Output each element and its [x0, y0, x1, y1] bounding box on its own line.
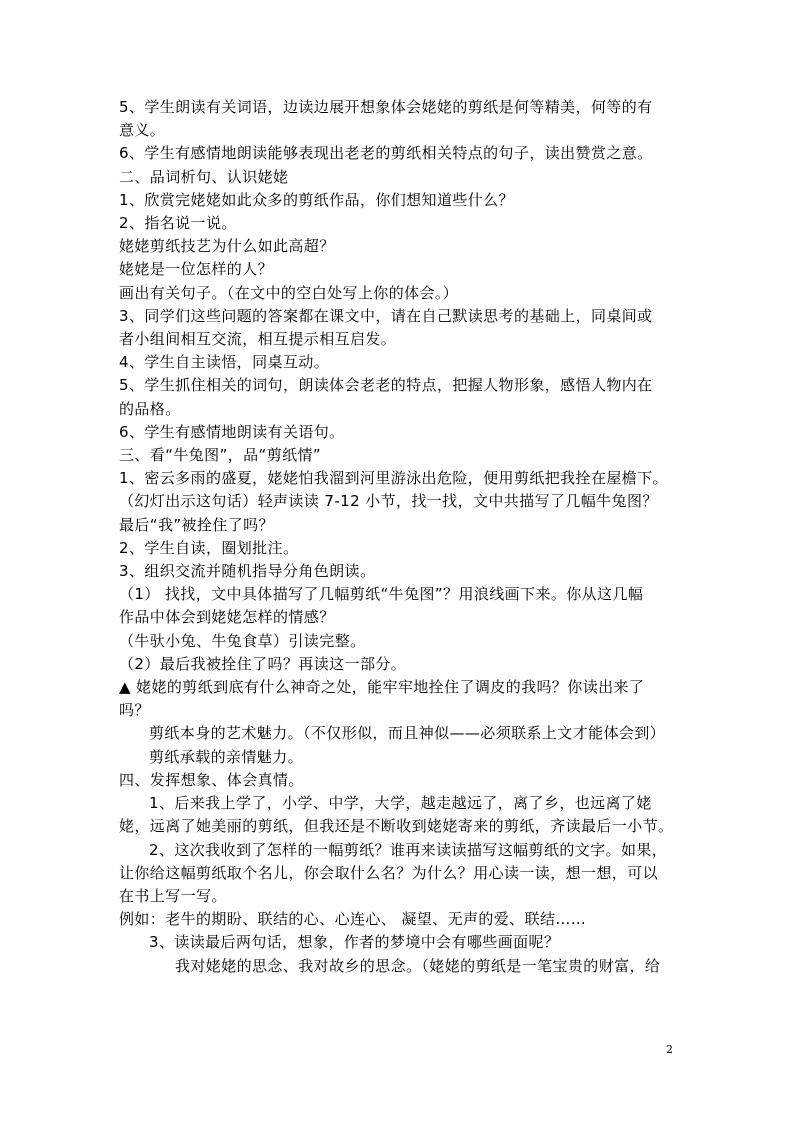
text-line: （1） 找找，文中具体描写了几幅剪纸“牛兔图”？用浪线画下来。你从这几幅: [119, 585, 644, 604]
text-line: 4、学生自主读悟，同桌互动。: [119, 353, 330, 372]
text-line: （牛驮小兔、牛兔食草）引读完整。: [119, 631, 366, 650]
text-line: 剪纸承载的亲情魅力。: [149, 747, 304, 766]
text-line: 1、后来我上学了，小学、中学，大学，越走越远了，离了乡，也远离了姥: [149, 794, 652, 813]
text-line: 5、学生抓住相关的词句，朗读体会老老的特点，把握人物形象，感悟人物内在: [119, 376, 653, 395]
text-line: 3、同学们这些问题的答案都在课文中，请在自己默读思考的基础上，同桌间或: [119, 306, 653, 325]
text-line: 剪纸本身的艺术魅力。（不仅形似，而且神似——必须联系上文才能体会到）: [149, 724, 666, 743]
section-heading: 三、看“牛兔图”，品“剪纸情”: [119, 446, 322, 465]
text-line: 3、读读最后两句话，想象，作者的梦境中会有哪些画面呢？: [149, 933, 560, 952]
text-line: （幻灯出示这句话）轻声读读 7-12 小节，找一找，文中共描写了几幅牛兔图？: [119, 492, 658, 511]
text-line: 5、学生朗读有关词语，边读边展开想象体会姥姥的剪纸是何等精美，何等的有: [119, 98, 653, 116]
text-line: 2、指名说一说。: [119, 214, 237, 233]
triangle-bullet-line: ▲ 姥姥的剪纸到底有什么神奇之处，能牢牢地拴住了调皮的我吗？你读出来了: [119, 678, 645, 697]
text-line: 2、这次我收到了怎样的一幅剪纸？谁再来读读描写这幅剪纸的文字。如果，: [149, 840, 668, 859]
text-line: 的品格。: [119, 399, 181, 418]
document-body: [119, 96, 679, 978]
text-line: 姥，远离了她美丽的剪纸，但我还是不断收到姥姥寄来的剪纸，齐读最后一小节。: [119, 817, 674, 836]
text-line: 最后“我”被拴住了吗？: [119, 515, 274, 534]
text-line: 3、组织交流并随机指导分角色朗读。: [119, 562, 376, 581]
text-line: 我对姥姥的思念、我对故乡的思念。（姥姥的剪纸是一笔宝贵的财富，给: [175, 956, 661, 975]
text-line: 姥姥是一位怎样的人？: [119, 260, 274, 279]
text-line: 1、密云多雨的盛夏，姥姥怕我溜到河里游泳出危险，便用剪纸把我拴在屋檐下。: [119, 469, 668, 488]
text-line: 让你给这幅剪纸取个名儿，你会取什么名？为什么？用心读一读，想一想，可以: [119, 863, 659, 882]
text-line: 作品中体会到姥姥怎样的情感？: [119, 608, 335, 627]
text-line: 6、学生有感情地朗读能够表现出老老的剪纸相关特点的句子，读出赞赏之意。: [119, 144, 653, 163]
text-line: 吗？: [119, 701, 150, 720]
text-line: 1、欣赏完姥姥如此众多的剪纸作品，你们想知道些什么？: [119, 190, 514, 209]
text-line: 6、学生有感情地朗读有关语句。: [119, 422, 345, 441]
page-number: 2: [666, 1043, 673, 1056]
text-line: 例如：老牛的期盼、联结的心、心连心、 凝望、无声的爱、联结……: [119, 910, 587, 929]
text-line: （2）最后我被拴住了吗？再读这一部分。: [119, 654, 407, 673]
text-line: 2、学生自读，圈划批注。: [119, 538, 299, 557]
text-line: 意义。: [119, 121, 166, 140]
text-line: 画出有关句子。（在文中的空白处写上你的体会。）: [119, 283, 459, 302]
text-line: 在书上写一写。: [119, 886, 227, 905]
text-line: 姥姥剪纸技艺为什么如此高超？: [119, 237, 335, 256]
section-heading: 二、品词析句、认识姥姥: [119, 167, 289, 186]
text-line: 者小组间相互交流，相互提示相互启发。: [119, 330, 397, 349]
section-heading: 四、发挥想象、体会真情。: [119, 770, 304, 789]
